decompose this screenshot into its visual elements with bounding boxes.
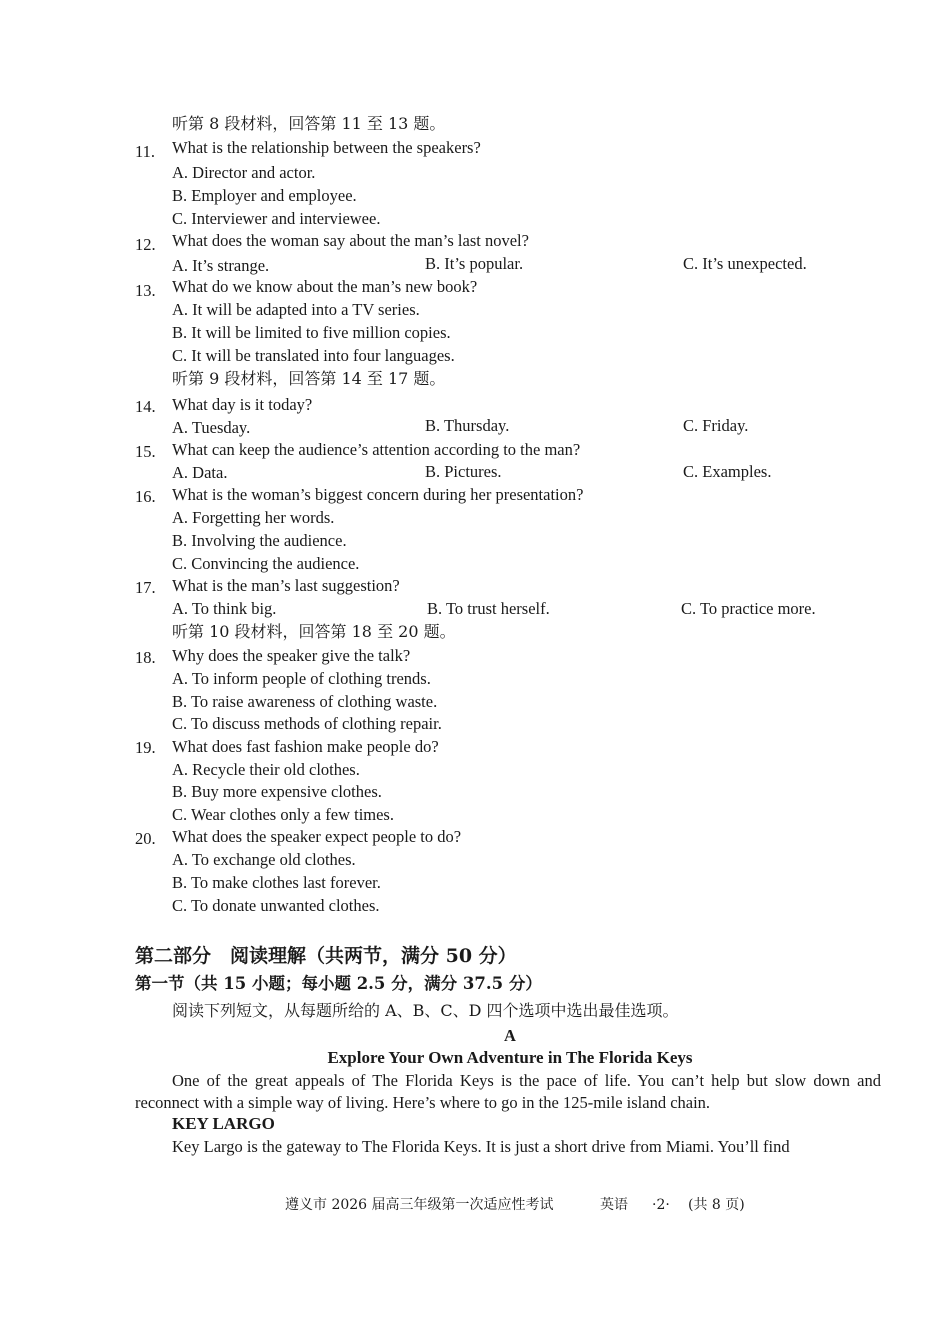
- passage-label: A: [504, 1026, 516, 1045]
- option-b: B. Involving the audience.: [172, 531, 347, 550]
- question-text: What can keep the audience’s attention according to the man?: [172, 440, 581, 459]
- passage-subheading: KEY LARGO: [172, 1114, 275, 1133]
- option-c: C. Wear clothes only a few times.: [172, 805, 394, 824]
- question-number: 17.: [135, 578, 156, 597]
- question-number: 19.: [135, 738, 156, 757]
- option-c: C. Friday.: [683, 416, 749, 435]
- option-c: C. To donate unwanted clothes.: [172, 896, 380, 915]
- option-c: C. Convincing the audience.: [172, 554, 360, 573]
- question-number: 13.: [135, 281, 156, 300]
- question-text: Why does the speaker give the talk?: [172, 646, 411, 665]
- footer-subject: 英语: [600, 1197, 628, 1213]
- option-a: A. To inform people of clothing trends.: [172, 669, 431, 688]
- option-b: B. Pictures.: [425, 462, 502, 481]
- option-b: B. To make clothes last forever.: [172, 873, 381, 892]
- option-a: A. To exchange old clothes.: [172, 850, 356, 869]
- option-c: C. Examples.: [683, 462, 772, 481]
- section-instruction: 听第 9 段材料，回答第 14 至 17 题。: [172, 369, 446, 388]
- option-a: A. To think big.: [172, 599, 277, 618]
- option-a: A. Forgetting her words.: [172, 508, 335, 527]
- passage-paragraph: Key Largo is the gateway to The Florida Keys. It is just a short drive from Miami. You’ll find: [172, 1137, 790, 1156]
- option-b: B. Buy more expensive clothes.: [172, 782, 382, 801]
- question-number: 20.: [135, 829, 156, 848]
- option-b: B. Employer and employee.: [172, 186, 357, 205]
- option-b: B. To raise awareness of clothing waste.: [172, 692, 438, 711]
- footer-exam-name: 遵义市 2026 届高三年级第一次适应性考试: [285, 1197, 554, 1213]
- reading-instruction: 阅读下列短文，从每题所给的 A、B、C、D 四个选项中选出最佳选项。: [172, 1001, 679, 1020]
- option-c: C. To discuss methods of clothing repair.: [172, 714, 442, 733]
- option-c: C. It’s unexpected.: [683, 254, 807, 273]
- option-a: A. Tuesday.: [172, 418, 251, 437]
- section-instruction: 听第 8 段材料，回答第 11 至 13 题。: [172, 114, 446, 133]
- option-a: A. It’s strange.: [172, 256, 270, 275]
- footer-page-total: (共 8 页): [688, 1197, 745, 1213]
- footer-page-number: ·2·: [652, 1197, 670, 1213]
- option-b: B. To trust herself.: [427, 599, 550, 618]
- option-a: A. It will be adapted into a TV series.: [172, 300, 420, 319]
- section-title: 第一节（共 15 小题；每小题 2.5 分，满分 37.5 分）: [135, 974, 542, 993]
- question-text: What day is it today?: [172, 395, 313, 414]
- question-number: 11.: [135, 142, 156, 161]
- question-number: 16.: [135, 487, 156, 506]
- question-text: What does the speaker expect people to do?: [172, 827, 462, 846]
- section-instruction: 听第 10 段材料，回答第 18 至 20 题。: [172, 622, 456, 641]
- question-number: 18.: [135, 648, 156, 667]
- question-number: 14.: [135, 397, 156, 416]
- option-b: B. It will be limited to five million copies.: [172, 323, 451, 342]
- question-number: 15.: [135, 442, 156, 461]
- question-text: What does fast fashion make people do?: [172, 737, 439, 756]
- question-number: 12.: [135, 235, 156, 254]
- part-title: 第二部分 阅读理解（共两节，满分 50 分）: [135, 945, 517, 967]
- option-c: C. It will be translated into four languages.: [172, 346, 455, 365]
- question-text: What is the relationship between the speakers?: [172, 138, 481, 157]
- option-a: A. Director and actor.: [172, 163, 316, 182]
- passage-paragraph: One of the great appeals of The Florida Keys is the pace of life. You can’t help but slow down and reconnect with a simple way of living. Here’s where to go in the 125-mile island chain.: [135, 1071, 881, 1112]
- option-a: A. Data.: [172, 463, 228, 482]
- passage-title: Explore Your Own Adventure in The Florida Keys: [327, 1048, 693, 1067]
- question-text: What is the man’s last suggestion?: [172, 576, 400, 595]
- option-b: B. It’s popular.: [425, 254, 524, 273]
- option-a: A. Recycle their old clothes.: [172, 760, 360, 779]
- option-c: C. To practice more.: [681, 599, 816, 618]
- option-b: B. Thursday.: [425, 416, 510, 435]
- question-text: What does the woman say about the man’s last novel?: [172, 231, 529, 250]
- question-text: What do we know about the man’s new book?: [172, 277, 478, 296]
- question-text: What is the woman’s biggest concern during her presentation?: [172, 485, 584, 504]
- option-c: C. Interviewer and interviewee.: [172, 209, 381, 228]
